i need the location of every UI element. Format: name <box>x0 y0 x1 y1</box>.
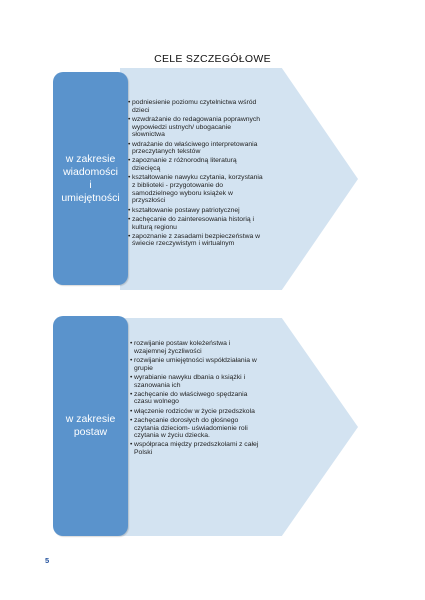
bullet-icon: • <box>128 99 131 106</box>
bullet-icon: • <box>128 232 131 240</box>
section-label-attitudes <box>53 316 128 536</box>
section-label-attitudes-text: w zakresie postaw <box>65 413 116 438</box>
goal-item: • podniesienie poziomu czytelnictwa wśród dzieci <box>128 99 257 114</box>
section-label-knowledge-text: w zakresie wiadomości i umiejętności <box>61 152 120 204</box>
goals-list-attitudes <box>130 340 282 458</box>
bullet-icon: • <box>130 416 133 424</box>
bullet-icon: • <box>128 115 131 123</box>
bullet-icon: • <box>128 157 131 165</box>
bullet-icon: • <box>130 407 133 415</box>
goal-item: • kształtowanie nawyku czytania, korzystania z biblioteki - przygotowanie do samodzielnego wyboru książek w przyszłości <box>128 174 263 205</box>
goals-list-knowledge <box>128 99 286 250</box>
goal-item: • zapoznanie z zasadami bezpieczeństwa w świecie rzeczywistym i wirtualnym <box>128 232 261 248</box>
goal-item: • zachęcanie do właściwego spędzania czasu wolnego <box>130 390 248 406</box>
goal-item: • współpraca między przedszkolami z całej Polski <box>130 441 259 457</box>
goal-item: • rozwijanie umiejętności współdziałania w grupie <box>130 356 257 372</box>
goal-item: • zachęcanie dorosłych do głośnego czytania dzieciom- uświadomienie roli czytania w życiu dziecka. <box>130 416 248 440</box>
goal-item: • włączenie rodziców w życie przedszkola <box>130 407 255 415</box>
bullet-icon: • <box>130 441 133 449</box>
goal-item: • zapoznanie z różnorodną literaturą dziecięcą <box>128 157 237 173</box>
goal-item: • wzwdrażanie do redagowania poprawnych wypowiedzi ustnych/ ubogacanie słownictwa <box>128 115 261 139</box>
bullet-icon: • <box>130 373 133 381</box>
bullet-icon: • <box>128 174 131 182</box>
goal-item: • rozwijanie postaw koleżeństwa i wzajemnej życzliwości <box>130 340 231 355</box>
goal-item: • zachęcanie do zainteresowania historią i kulturą regionu <box>128 215 255 231</box>
goal-item: • wyrabianie nawyku dbania o książki i szanowania ich <box>130 373 246 389</box>
bullet-icon: • <box>128 206 131 214</box>
bullet-icon: • <box>128 140 131 148</box>
bullet-icon: • <box>130 356 133 364</box>
page-number: 5 <box>45 556 50 565</box>
page-title: CELE SZCZEGÓŁOWE <box>154 53 271 65</box>
goal-item: • kształtowanie postawy patriotycznej <box>128 206 240 214</box>
bullet-icon: • <box>128 215 131 223</box>
bullet-icon: • <box>130 390 133 398</box>
bullet-icon: • <box>130 340 133 347</box>
section-label-knowledge <box>53 72 131 285</box>
goal-item: • wdrażanie do właściwego interpretowania przeczytanych tekstów <box>128 140 258 156</box>
